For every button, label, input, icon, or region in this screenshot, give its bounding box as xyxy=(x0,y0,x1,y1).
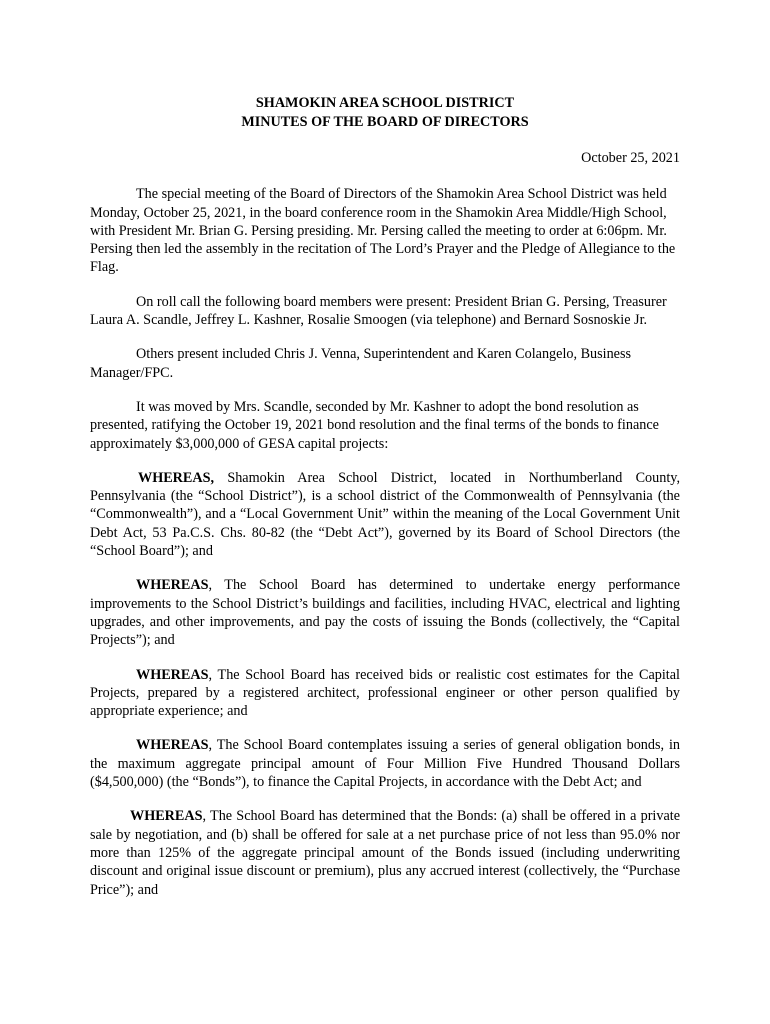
whereas-clause-4 xyxy=(90,736,680,791)
whereas-keyword: WHEREAS xyxy=(130,808,203,825)
whereas-keyword: WHEREAS, xyxy=(138,469,215,486)
document-page xyxy=(90,94,680,899)
minutes-title-heading: MINUTES OF THE BOARD OF DIRECTORS xyxy=(241,113,529,130)
whereas-keyword: WHEREAS xyxy=(136,666,209,683)
others-present-paragraph: Others present included Chris J. Venna, Superintendent and Karen Colangelo, Business Manager/FPC. xyxy=(90,346,632,381)
whereas-clause-text: , The School Board contemplates issuing a series of general obligation bonds, in the maximum aggregate principal amount of Four Million Five Hundred Thousand Dollars ($4,500,000) (the “Bonds”), to finance the Capital Projects, in accordance with the Debt Act; and xyxy=(90,737,680,791)
district-name-heading: SHAMOKIN AREA SCHOOL DISTRICT xyxy=(255,95,515,111)
whereas-keyword: WHEREAS xyxy=(136,737,209,754)
whereas-clause-5 xyxy=(90,807,680,898)
whereas-clause-text: , The School Board has determined to undertake energy performance improvements to the School District’s buildings and facilities, including HVAC, electrical and lighting upgrades, and other improvements, and pay the costs of issuing the Bonds (collectively, the “Capital Projects”); and xyxy=(90,577,680,649)
whereas-clause-1 xyxy=(90,469,680,560)
meeting-opening-paragraph: The special meeting of the Board of Directors of the Shamokin Area School District was held Monday, October 25, 2021, in the board conference room in the Shamokin Area Middle/High School, with President Mr. Brian G. Persing presiding. Mr. Persing called the meeting to order at 6:06pm. Mr. Persing then led the assembly in the recitation of The Lord’s Prayer and the Pledge of Allegiance to the Flag. xyxy=(90,186,676,276)
whereas-clause-3 xyxy=(90,666,680,721)
whereas-clause-text: , The School Board has received bids or realistic cost estimates for the Capital Projects, prepared by a registered architect, professional engineer or other person qualified by appropriate experience; and xyxy=(90,666,680,720)
whereas-clause-text: , The School Board has determined that the Bonds: (a) shall be offered in a private sale by negotiation, and (b) shall be offered for sale at a net purchase price of not less than 95.0% nor more than 125% of the aggregate principal amount of the Bonds issued (including underwriting discount and original issue discount or premium), plus any accrued interest (collectively, the “Purchase Price”); and xyxy=(90,808,680,898)
roll-call-paragraph: On roll call the following board members were present: President Brian G. Persing, Treasurer Laura A. Scandle, Jeffrey L. Kashner, Rosalie Smoogen (via telephone) and Bernard Sosnoskie Jr. xyxy=(90,293,667,329)
whereas-keyword: WHEREAS xyxy=(136,577,209,594)
whereas-clause-text: Shamokin Area School District, located in Northumberland County, Pennsylvania (the “School District”), is a school district of the Commonwealth of Pennsylvania (the “Commonwealth”), and a “Local Government Unit” within the meaning of the Local Government Unit Debt Act, 53 Pa.C.S. Chs. 80-82 (the “Debt Act”), governed by its Board of School Directors (the “School Board”); and xyxy=(90,469,680,560)
meeting-date: October 25, 2021 xyxy=(581,150,680,166)
motion-paragraph: It was moved by Mrs. Scandle, seconded by Mr. Kashner to adopt the bond resolution as presented, ratifying the October 19, 2021 bond resolution and the final terms of the bonds to finance approximately $3,000,000 of GESA capital projects: xyxy=(90,398,659,452)
whereas-clause-2 xyxy=(90,576,680,649)
